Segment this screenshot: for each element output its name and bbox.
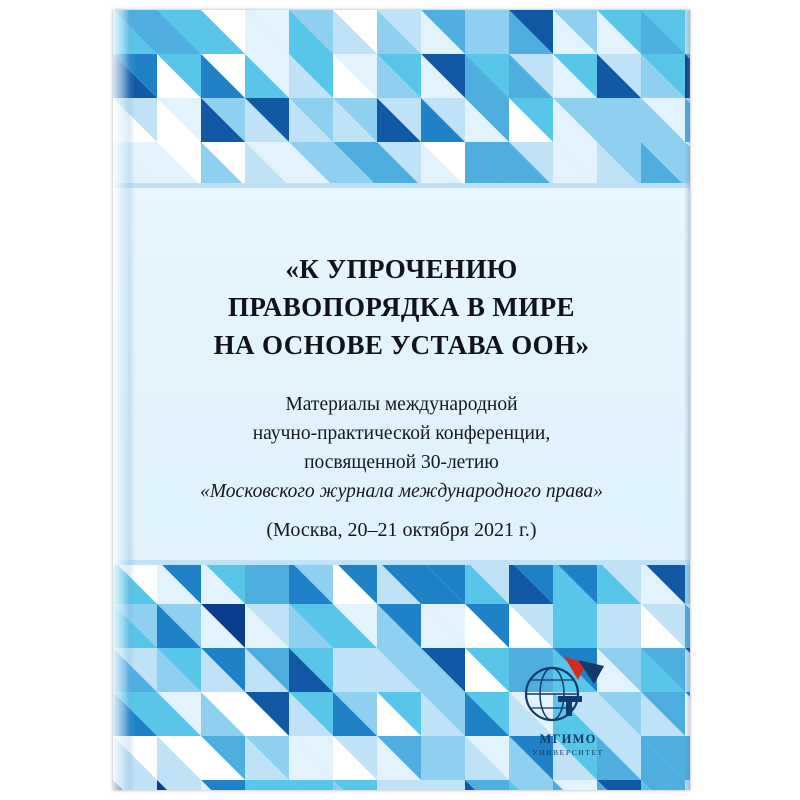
logo-subtitle: УНИВЕРСИТЕТ <box>532 748 604 757</box>
mosaic-tile <box>465 142 509 186</box>
mosaic-row <box>113 780 690 790</box>
title-line-2: ПРАВОПОРЯДКА В МИРЕ <box>228 292 575 322</box>
mosaic-tile <box>685 54 690 98</box>
mosaic-row <box>113 142 690 186</box>
mosaic-tile <box>201 780 245 790</box>
mosaic-tile <box>377 736 421 780</box>
title-line-1: «К УПРОЧЕНИЮ <box>285 254 518 284</box>
mosaic-row <box>113 98 690 142</box>
mosaic-row <box>113 10 690 54</box>
mosaic-tile <box>685 692 690 736</box>
mosaic-tile <box>245 54 289 98</box>
book-cover <box>113 10 690 790</box>
mosaic-tile <box>157 54 201 98</box>
mosaic-tile <box>421 142 465 186</box>
mosaic-tile <box>333 648 377 692</box>
mosaic-tile <box>157 648 201 692</box>
subtitle-line-2: научно-практической конференции, <box>252 423 551 444</box>
mosaic-tile <box>201 54 245 98</box>
mosaic-tile <box>685 98 690 142</box>
mosaic-tile <box>641 780 685 790</box>
mosaic-tile <box>113 142 157 186</box>
mosaic-tile <box>245 736 289 780</box>
mosaic-tile <box>157 10 201 54</box>
mosaic-tile <box>421 692 465 736</box>
mosaic-tile <box>113 780 157 790</box>
mosaic-tile <box>553 10 597 54</box>
mosaic-tile <box>641 10 685 54</box>
mosaic-tile <box>421 736 465 780</box>
mosaic-row <box>113 560 690 604</box>
mosaic-tile <box>245 98 289 142</box>
mosaic-tile <box>377 604 421 648</box>
mosaic-tile <box>113 560 157 604</box>
mosaic-tile <box>685 604 690 648</box>
mosaic-tile <box>333 98 377 142</box>
mosaic-tile <box>377 98 421 142</box>
mosaic-tile <box>465 780 509 790</box>
mosaic-tile <box>553 604 597 648</box>
mosaic-tile <box>641 98 685 142</box>
mosaic-tile <box>377 692 421 736</box>
mosaic-tile <box>597 54 641 98</box>
mosaic-tile <box>377 54 421 98</box>
mosaic-tile <box>421 780 465 790</box>
mosaic-tile <box>509 560 553 604</box>
mosaic-tile <box>421 10 465 54</box>
mosaic-tile <box>553 54 597 98</box>
mosaic-tile <box>509 98 553 142</box>
mosaic-tile <box>201 142 245 186</box>
mosaic-tile <box>157 98 201 142</box>
mosaic-row <box>113 604 690 648</box>
mosaic-tile <box>289 560 333 604</box>
mosaic-tile <box>289 10 333 54</box>
mosaic-tile <box>245 142 289 186</box>
mosaic-tile <box>421 54 465 98</box>
mosaic-tile <box>157 736 201 780</box>
mosaic-tile <box>553 780 597 790</box>
mosaic-tile <box>553 98 597 142</box>
mosaic-tile <box>333 560 377 604</box>
mosaic-tile <box>685 560 690 604</box>
mosaic-tile <box>421 648 465 692</box>
mosaic-tile <box>289 98 333 142</box>
mosaic-tile <box>157 560 201 604</box>
mosaic-tile <box>641 54 685 98</box>
mosaic-tile <box>377 648 421 692</box>
mosaic-tile <box>245 692 289 736</box>
mosaic-tile <box>289 54 333 98</box>
mosaic-tile <box>333 736 377 780</box>
page-title <box>143 250 660 364</box>
mosaic-tile <box>289 648 333 692</box>
mosaic-tile <box>465 560 509 604</box>
mosaic-tile <box>113 648 157 692</box>
mosaic-tile <box>641 648 685 692</box>
mosaic-tile <box>377 142 421 186</box>
mosaic-tile <box>113 98 157 142</box>
mosaic-tile <box>245 560 289 604</box>
mosaic-tile <box>289 692 333 736</box>
mosaic-tile <box>245 604 289 648</box>
mosaic-tile <box>553 142 597 186</box>
mosaic-tile <box>509 780 553 790</box>
mosaic-tile <box>641 692 685 736</box>
mosaic-tile <box>377 10 421 54</box>
mosaic-tile <box>333 54 377 98</box>
mosaic-tile <box>201 560 245 604</box>
globe-icon <box>520 650 616 730</box>
mosaic-tile <box>201 10 245 54</box>
mosaic-tile <box>245 780 289 790</box>
mosaic-tile <box>641 142 685 186</box>
mosaic-tile <box>641 604 685 648</box>
mosaic-tile <box>377 560 421 604</box>
mosaic-tile <box>553 560 597 604</box>
mosaic-tile <box>333 142 377 186</box>
mosaic-tile <box>245 10 289 54</box>
subtitle <box>143 390 660 506</box>
mosaic-tile <box>465 604 509 648</box>
mosaic-tile <box>685 648 690 692</box>
mosaic-tile <box>289 780 333 790</box>
mosaic-tile <box>201 648 245 692</box>
subtitle-line-1: Материалы международной <box>285 394 518 415</box>
mosaic-tile <box>509 604 553 648</box>
subtitle-line-4: «Московского журнала международного права» <box>200 481 603 502</box>
mosaic-tile <box>597 10 641 54</box>
mosaic-tile <box>465 54 509 98</box>
mosaic-tile <box>113 10 157 54</box>
mosaic-tile <box>289 142 333 186</box>
mosaic-tile <box>333 780 377 790</box>
mosaic-tile <box>333 10 377 54</box>
mosaic-tile <box>509 10 553 54</box>
mosaic-tile <box>333 692 377 736</box>
place-and-date: (Москва, 20–21 октября 2021 г.) <box>266 519 537 541</box>
mosaic-tile <box>465 10 509 54</box>
mosaic-tile <box>157 142 201 186</box>
mosaic-tile <box>201 604 245 648</box>
mosaic-tile <box>113 54 157 98</box>
mosaic-tile <box>421 98 465 142</box>
mosaic-tile <box>597 604 641 648</box>
mosaic-tile <box>597 142 641 186</box>
mosaic-tile <box>465 98 509 142</box>
mosaic-tile <box>201 692 245 736</box>
mosaic-tile <box>509 142 553 186</box>
mosaic-tile <box>245 648 289 692</box>
logo-name: МГИМО <box>539 732 597 746</box>
band-edge <box>113 560 690 565</box>
mosaic-tile <box>597 560 641 604</box>
mosaic-tile <box>157 692 201 736</box>
mosaic-tile <box>377 780 421 790</box>
mosaic-tile <box>201 736 245 780</box>
mosaic-tile <box>113 736 157 780</box>
mosaic-tile <box>421 604 465 648</box>
mosaic-tile <box>289 736 333 780</box>
mosaic-tile <box>201 98 245 142</box>
mosaic-tile <box>333 604 377 648</box>
cover-text-block <box>143 250 660 544</box>
mosaic-tile <box>509 54 553 98</box>
mosaic-tile <box>641 736 685 780</box>
top-mosaic-band <box>113 10 690 188</box>
subtitle-line-3: посвященной 30-летию <box>304 452 499 473</box>
mosaic-tile <box>685 10 690 54</box>
mosaic-tile <box>685 142 690 186</box>
mosaic-tile <box>113 604 157 648</box>
mosaic-tile <box>685 780 690 790</box>
mosaic-tile <box>597 780 641 790</box>
mosaic-tile <box>157 604 201 648</box>
mosaic-tile <box>641 560 685 604</box>
mosaic-tile <box>597 98 641 142</box>
mosaic-tile <box>289 604 333 648</box>
mosaic-row <box>113 54 690 98</box>
mosaic-tile <box>685 736 690 780</box>
title-line-3: НА ОСНОВЕ УСТАВА ООН» <box>213 330 590 360</box>
mosaic-tile <box>421 560 465 604</box>
mgimo-logo <box>502 650 634 768</box>
mosaic-tile <box>157 780 201 790</box>
mosaic-tile <box>113 692 157 736</box>
